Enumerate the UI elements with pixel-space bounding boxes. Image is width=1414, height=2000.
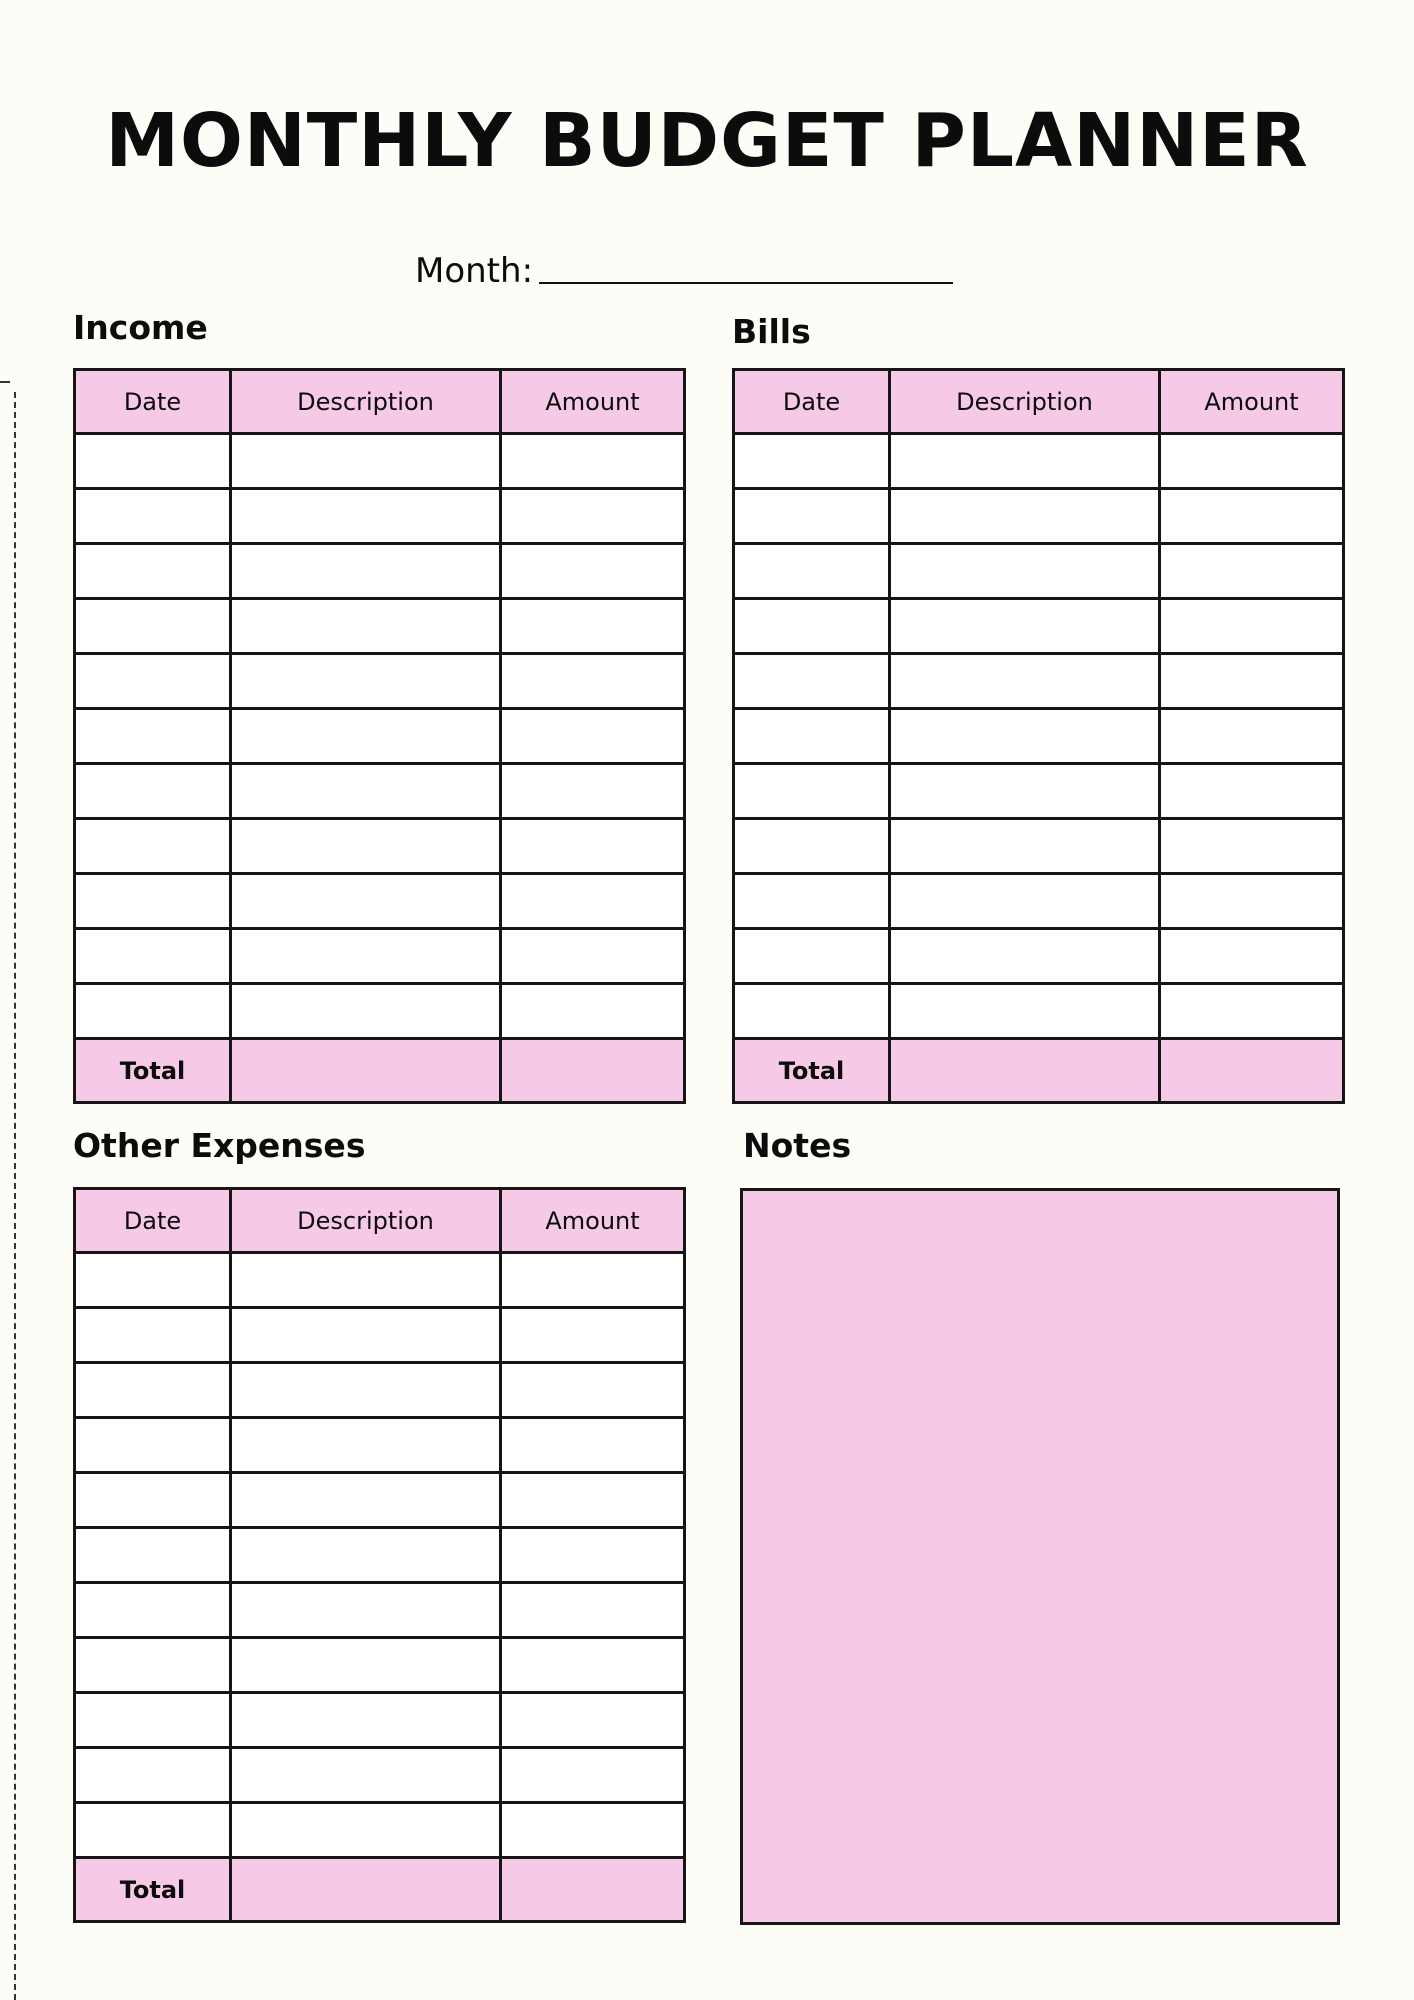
table-row <box>75 1253 685 1308</box>
description-cell[interactable] <box>890 434 1160 489</box>
table-row <box>734 434 1344 489</box>
date-cell[interactable] <box>75 819 231 874</box>
table-row <box>75 1473 685 1528</box>
amount-cell[interactable] <box>501 654 685 709</box>
amount-cell[interactable] <box>501 764 685 819</box>
date-cell[interactable] <box>75 599 231 654</box>
date-cell[interactable] <box>75 764 231 819</box>
income-table <box>73 368 686 1104</box>
date-cell[interactable] <box>75 984 231 1039</box>
description-cell[interactable] <box>231 764 501 819</box>
description-cell[interactable] <box>890 764 1160 819</box>
table-row <box>75 1528 685 1583</box>
date-cell[interactable] <box>75 1528 231 1583</box>
date-cell[interactable] <box>75 929 231 984</box>
description-cell[interactable] <box>231 929 501 984</box>
amount-cell[interactable] <box>501 599 685 654</box>
date-cell[interactable] <box>734 929 890 984</box>
table-row <box>734 819 1344 874</box>
date-cell[interactable] <box>734 544 890 599</box>
amount-cell[interactable] <box>501 489 685 544</box>
total-label: Total <box>75 1858 231 1922</box>
table-row <box>75 434 685 489</box>
amount-cell[interactable] <box>501 819 685 874</box>
date-cell[interactable] <box>75 1803 231 1858</box>
table-row <box>734 929 1344 984</box>
notes-area[interactable] <box>740 1188 1340 1925</box>
amount-cell[interactable] <box>501 709 685 764</box>
description-cell[interactable] <box>890 984 1160 1039</box>
description-cell[interactable] <box>231 874 501 929</box>
amount-cell[interactable] <box>501 1308 685 1363</box>
table-row <box>75 764 685 819</box>
month-input-line[interactable] <box>539 282 953 284</box>
date-cell[interactable] <box>734 654 890 709</box>
cut-line <box>14 392 16 2000</box>
description-cell[interactable] <box>890 819 1160 874</box>
date-cell[interactable] <box>75 1693 231 1748</box>
amount-cell[interactable] <box>501 1473 685 1528</box>
amount-cell[interactable] <box>501 1363 685 1418</box>
date-cell[interactable] <box>75 1308 231 1363</box>
table-row <box>734 984 1344 1039</box>
date-cell[interactable] <box>734 764 890 819</box>
table-row <box>75 1363 685 1418</box>
amount-cell[interactable] <box>1160 874 1344 929</box>
table-row <box>734 654 1344 709</box>
table-row <box>734 709 1344 764</box>
income-heading: Income <box>73 308 208 347</box>
date-cell[interactable] <box>734 874 890 929</box>
table-row <box>75 489 685 544</box>
total-description-cell[interactable] <box>231 1858 501 1922</box>
column-header-description: Description <box>890 370 1160 434</box>
amount-cell[interactable] <box>501 1253 685 1308</box>
table-row <box>75 709 685 764</box>
description-cell[interactable] <box>231 1528 501 1583</box>
description-cell[interactable] <box>231 1748 501 1803</box>
amount-cell[interactable] <box>1160 929 1344 984</box>
amount-cell[interactable] <box>501 874 685 929</box>
amount-cell[interactable] <box>501 1528 685 1583</box>
description-cell[interactable] <box>231 1473 501 1528</box>
table-row <box>75 819 685 874</box>
amount-cell[interactable] <box>501 1638 685 1693</box>
description-cell[interactable] <box>231 1693 501 1748</box>
amount-cell[interactable] <box>1160 544 1344 599</box>
date-cell[interactable] <box>734 599 890 654</box>
description-cell[interactable] <box>890 599 1160 654</box>
amount-cell[interactable] <box>1160 599 1344 654</box>
amount-cell[interactable] <box>1160 489 1344 544</box>
description-cell[interactable] <box>231 434 501 489</box>
table-row <box>75 929 685 984</box>
description-cell[interactable] <box>890 489 1160 544</box>
description-cell[interactable] <box>890 874 1160 929</box>
date-cell[interactable] <box>75 489 231 544</box>
table-row <box>75 1583 685 1638</box>
description-cell[interactable] <box>890 709 1160 764</box>
description-cell[interactable] <box>231 819 501 874</box>
description-cell[interactable] <box>231 1363 501 1418</box>
column-header-date: Date <box>734 370 890 434</box>
column-header-date: Date <box>75 370 231 434</box>
table-row <box>75 654 685 709</box>
description-cell[interactable] <box>231 1583 501 1638</box>
description-cell[interactable] <box>231 1253 501 1308</box>
date-cell[interactable] <box>75 1253 231 1308</box>
description-cell[interactable] <box>231 1308 501 1363</box>
description-cell[interactable] <box>231 984 501 1039</box>
amount-cell[interactable] <box>501 1583 685 1638</box>
date-cell[interactable] <box>75 709 231 764</box>
page-title: MONTHLY BUDGET PLANNER <box>105 98 1309 184</box>
column-header-description: Description <box>231 370 501 434</box>
description-cell[interactable] <box>231 1638 501 1693</box>
date-cell[interactable] <box>734 489 890 544</box>
amount-cell[interactable] <box>1160 434 1344 489</box>
table-row <box>75 1308 685 1363</box>
description-cell[interactable] <box>231 1418 501 1473</box>
total-amount-cell[interactable] <box>1160 1039 1344 1103</box>
total-row <box>734 1039 1344 1103</box>
date-cell[interactable] <box>734 984 890 1039</box>
total-description-cell[interactable] <box>890 1039 1160 1103</box>
amount-cell[interactable] <box>501 929 685 984</box>
bills-table <box>732 368 1345 1104</box>
date-cell[interactable] <box>75 654 231 709</box>
column-header-amount: Amount <box>1160 370 1344 434</box>
total-amount-cell[interactable] <box>501 1858 685 1922</box>
total-amount-cell[interactable] <box>501 1039 685 1103</box>
total-label: Total <box>734 1039 890 1103</box>
amount-cell[interactable] <box>1160 984 1344 1039</box>
amount-cell[interactable] <box>501 544 685 599</box>
column-header-description: Description <box>231 1189 501 1253</box>
table-row <box>734 764 1344 819</box>
description-cell[interactable] <box>231 544 501 599</box>
table-header-row <box>75 370 685 434</box>
table-row <box>75 1418 685 1473</box>
amount-cell[interactable] <box>1160 709 1344 764</box>
description-cell[interactable] <box>231 654 501 709</box>
description-cell[interactable] <box>890 929 1160 984</box>
date-cell[interactable] <box>75 1418 231 1473</box>
table-header-row <box>75 1189 685 1253</box>
total-row <box>75 1858 685 1922</box>
date-cell[interactable] <box>734 709 890 764</box>
date-cell[interactable] <box>75 1748 231 1803</box>
amount-cell[interactable] <box>1160 654 1344 709</box>
column-header-date: Date <box>75 1189 231 1253</box>
total-row <box>75 1039 685 1103</box>
month-field <box>415 244 953 292</box>
table-row <box>75 984 685 1039</box>
table-row <box>75 874 685 929</box>
amount-cell[interactable] <box>501 1418 685 1473</box>
amount-cell[interactable] <box>501 984 685 1039</box>
date-cell[interactable] <box>75 874 231 929</box>
month-label: Month: <box>415 251 534 291</box>
date-cell[interactable] <box>75 544 231 599</box>
notes-heading: Notes <box>743 1126 852 1165</box>
table-row <box>75 1748 685 1803</box>
table-row <box>75 1803 685 1858</box>
description-cell[interactable] <box>890 654 1160 709</box>
cut-line-tick <box>0 381 10 383</box>
other-expenses-heading: Other Expenses <box>73 1126 366 1165</box>
date-cell[interactable] <box>75 434 231 489</box>
description-cell[interactable] <box>231 489 501 544</box>
column-header-amount: Amount <box>501 370 685 434</box>
table-row <box>75 1693 685 1748</box>
table-row <box>75 1638 685 1693</box>
total-description-cell[interactable] <box>231 1039 501 1103</box>
date-cell[interactable] <box>75 1363 231 1418</box>
column-header-amount: Amount <box>501 1189 685 1253</box>
amount-cell[interactable] <box>501 434 685 489</box>
table-row <box>734 874 1344 929</box>
table-row <box>734 544 1344 599</box>
table-row <box>734 599 1344 654</box>
description-cell[interactable] <box>231 599 501 654</box>
table-row <box>75 599 685 654</box>
description-cell[interactable] <box>890 544 1160 599</box>
date-cell[interactable] <box>734 434 890 489</box>
amount-cell[interactable] <box>501 1693 685 1748</box>
date-cell[interactable] <box>75 1583 231 1638</box>
description-cell[interactable] <box>231 709 501 764</box>
table-row <box>734 489 1344 544</box>
bills-heading: Bills <box>732 312 811 351</box>
amount-cell[interactable] <box>1160 819 1344 874</box>
amount-cell[interactable] <box>1160 764 1344 819</box>
amount-cell[interactable] <box>501 1748 685 1803</box>
other-expenses-table <box>73 1187 686 1923</box>
table-row <box>75 544 685 599</box>
total-label: Total <box>75 1039 231 1103</box>
amount-cell[interactable] <box>501 1803 685 1858</box>
date-cell[interactable] <box>734 819 890 874</box>
date-cell[interactable] <box>75 1638 231 1693</box>
table-header-row <box>734 370 1344 434</box>
description-cell[interactable] <box>231 1803 501 1858</box>
date-cell[interactable] <box>75 1473 231 1528</box>
